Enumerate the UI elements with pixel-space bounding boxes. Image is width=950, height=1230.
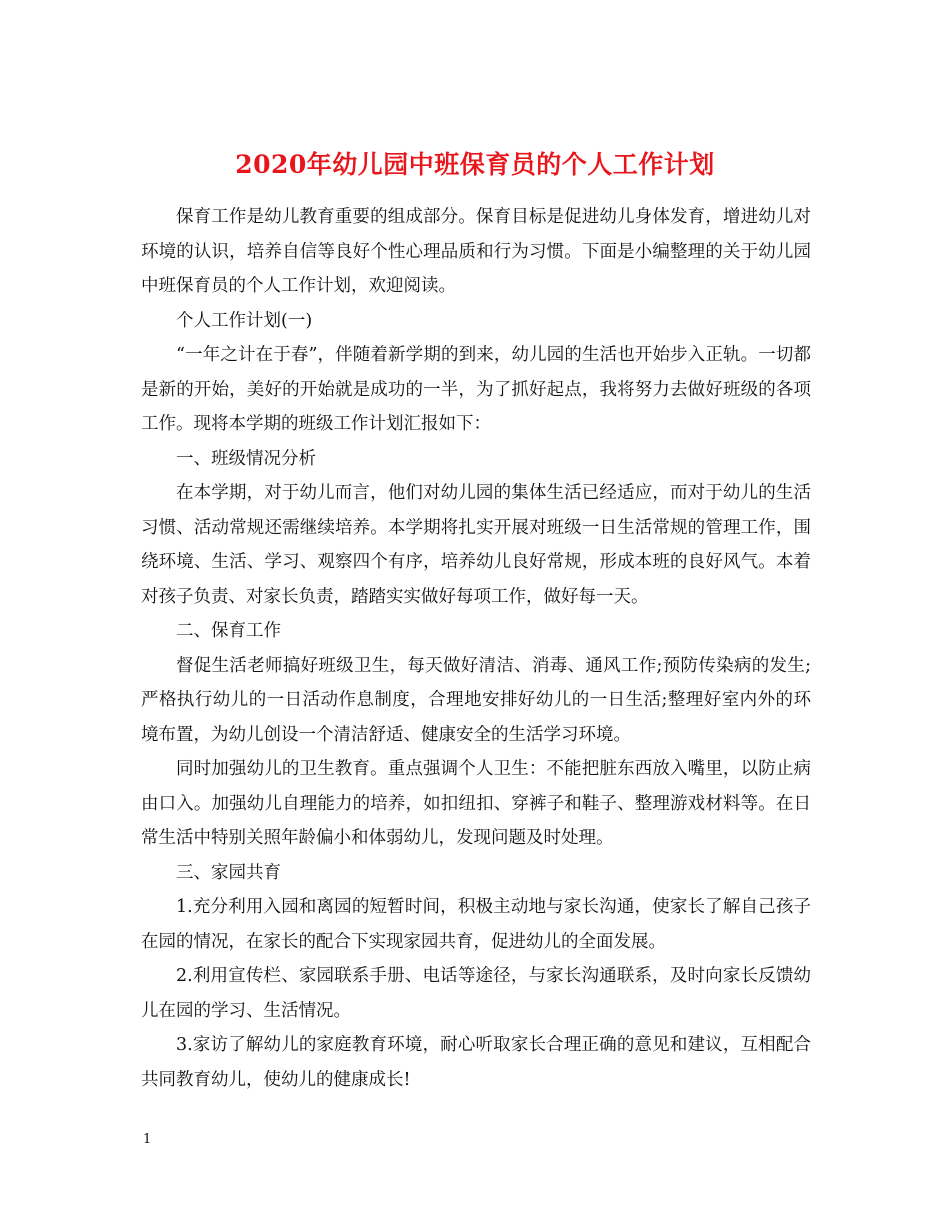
section-heading-class-analysis: 一、班级情况分析 bbox=[176, 448, 316, 469]
hygiene-education-paragraph: 同时加强幼儿的卫生教育。重点强调个人卫生：不能把脏东西放入嘴里，以防止病由口入。加强幼儿自理能力的培养，如扣纽扣、穿裤子和鞋子、整理游戏材料等。在日常生活中特别关照年龄偏小和体弱幼儿，发现问题及时处理。 bbox=[141, 759, 811, 848]
section-heading-plan-one: 个人工作计划(一) bbox=[176, 310, 313, 331]
document-body bbox=[141, 200, 811, 1097]
document-title: 2020年幼儿园中班保育员的个人工作计划 bbox=[235, 149, 715, 179]
section-heading-home-school: 三、家园共育 bbox=[176, 862, 281, 883]
page-number: 1 bbox=[143, 1132, 152, 1147]
home-school-item-3: 3.家访了解幼儿的家庭教育环境，耐心听取家长合理正确的意见和建议，互相配合共同教育幼儿，使幼儿的健康成长! bbox=[141, 1035, 811, 1090]
home-school-item-2: 2.利用宣传栏、家园联系手册、电话等途径，与家长沟通联系，及时向家长反馈幼儿在园的学习、生活情况。 bbox=[141, 966, 811, 1021]
class-analysis-paragraph: 在本学期，对于幼儿而言，他们对幼儿园的集体生活已经适应，而对于幼儿的生活习惯、活动常规还需继续培养。本学期将扎实开展对班级一日生活常规的管理工作，围绕环境、生活、学习、观察四个有序，培养幼儿良好常规，形成本班的良好风气。本着对孩子负责、对家长负责，踏踏实实做好每项工作，做好每一天。 bbox=[141, 483, 811, 607]
care-work-paragraph: 督促生活老师搞好班级卫生，每天做好清洁、消毒、通风工作;预防传染病的发生;严格执行幼儿的一日活动作息制度，合理地安排好幼儿的一日生活;整理好室内外的环境布置，为幼儿创设一个清洁舒适、健康安全的生活学习环境。 bbox=[141, 655, 811, 745]
intro-paragraph: 保育工作是幼儿教育重要的组成部分。保育目标是促进幼儿身体发育，增进幼儿对环境的认识，培养自信等良好个性心理品质和行为习惯。下面是小编整理的关于幼儿园中班保育员的个人工作计划，欢迎阅读。 bbox=[141, 207, 811, 296]
opening-paragraph: “一年之计在于春”，伴随着新学期的到来，幼儿园的生活也开始步入正轨。一切都是新的开始，美好的开始就是成功的一半，为了抓好起点，我将努力去做好班级的各项工作。现将本学期的班级工作计划汇报如下： bbox=[141, 345, 811, 434]
home-school-item-1: 1.充分利用入园和离园的短暂时间，积极主动地与家长沟通，使家长了解自己孩子在园的情况，在家长的配合下实现家园共育，促进幼儿的全面发展。 bbox=[141, 897, 811, 952]
section-heading-care-work: 二、保育工作 bbox=[176, 621, 281, 641]
